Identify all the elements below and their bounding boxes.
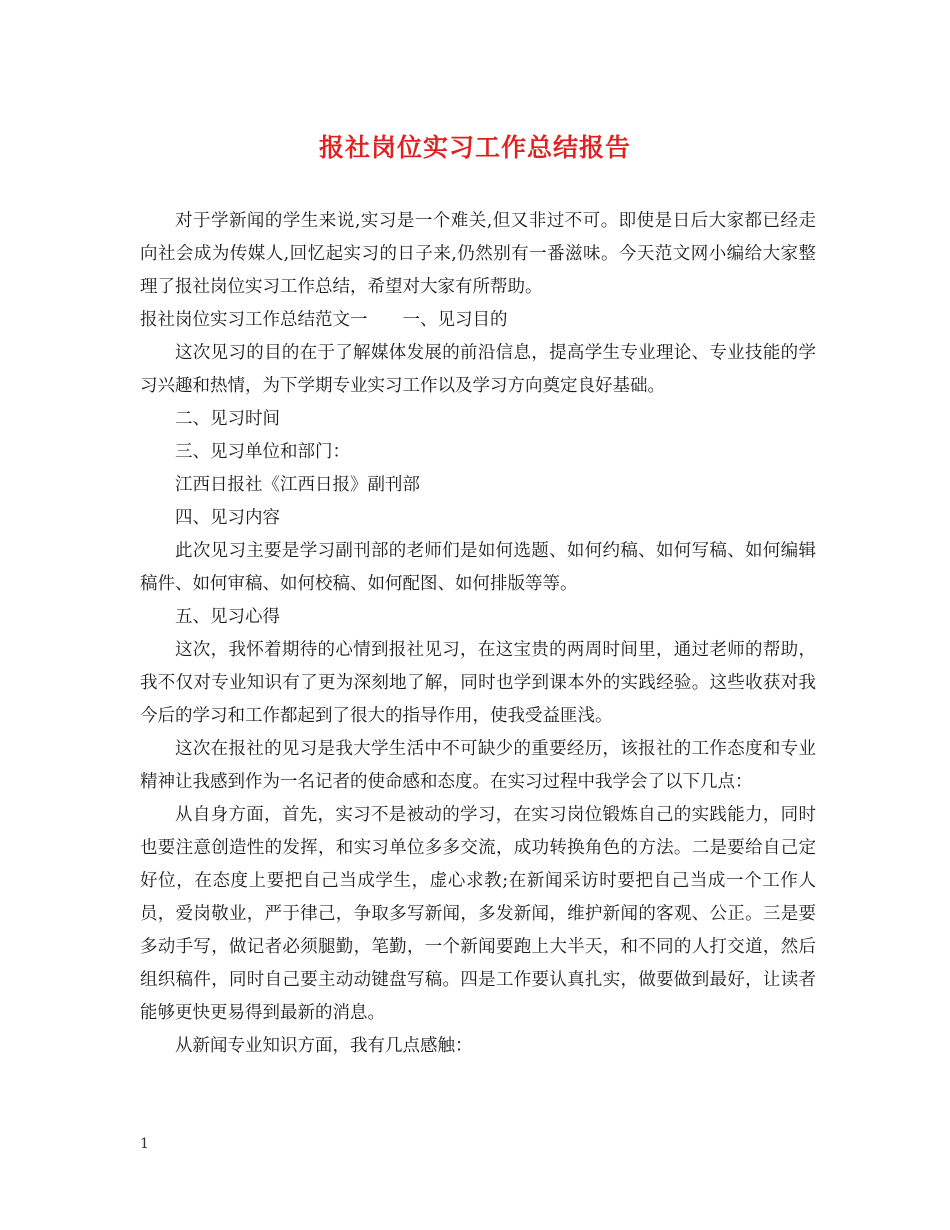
paragraph: 对于学新闻的学生来说,实习是一个难关,但又非过不可。即使是日后大家都已经走向社会成为传媒人,回忆起实习的日子来,仍然别有一番滋味。今天范文网小编给大家整理了报社岗位实习工作总结，希望对大家有所帮助。 bbox=[140, 211, 816, 297]
paragraph: 五、见习心得 bbox=[175, 607, 280, 627]
paragraph: 报社岗位实习工作总结范文一 一、见习目的 bbox=[140, 310, 508, 330]
paragraph: 二、见习时间 bbox=[175, 409, 280, 429]
paragraph: 四、见习内容 bbox=[175, 508, 280, 528]
paragraph: 江西日报社《江西日报》副刊部 bbox=[175, 475, 420, 495]
page-number: 1 bbox=[140, 1136, 149, 1152]
paragraph: 三、见习单位和部门： bbox=[175, 442, 350, 462]
paragraph: 此次见习主要是学习副刊部的老师们是如何选题、如何约稿、如何写稿、如何编辑稿件、如何审稿、如何校稿、如何配图、如何排版等等。 bbox=[140, 541, 816, 594]
paragraph: 从自身方面，首先，实习不是被动的学习，在实习岗位锻炼自己的实践能力，同时也要注意创造性的发挥，和实习单位多多交流，成功转换角色的方法。二是要给自己定好位，在态度上要把自己当成学生，虚心求教;在新闻采访时要把自己当成一个工作人员，爱岗敬业，严于律己，争取多写新闻，多发新闻，维护新闻的客观、公正。三是要多动手写，做记者必须腿勤，笔勤，一个新闻要跑上大半天，和不同的人打交道，然后组织稿件，同时自己要主动动键盘写稿。四是工作要认真扎实，做要做到最好，让读者能够更快更易得到最新的消息。 bbox=[140, 805, 816, 1023]
paragraph: 从新闻专业知识方面，我有几点感触： bbox=[175, 1036, 473, 1056]
document-body bbox=[140, 205, 816, 1063]
document-title: 报社岗位实习工作总结报告 bbox=[318, 133, 631, 162]
paragraph: 这次在报社的见习是我大学生活中不可缺少的重要经历，该报社的工作态度和专业精神让我感到作为一名记者的使命感和态度。在实习过程中我学会了以下几点： bbox=[140, 739, 816, 792]
paragraph: 这次，我怀着期待的心情到报社见习，在这宝贵的两周时间里，通过老师的帮助，我不仅对专业知识有了更为深刻地了解，同时也学到课本外的实践经验。这些收获对我今后的学习和工作都起到了很大的指导作用，使我受益匪浅。 bbox=[140, 640, 816, 726]
paragraph: 这次见习的目的在于了解媒体发展的前沿信息，提高学生专业理论、专业技能的学习兴趣和热情，为下学期专业实习工作以及学习方向奠定良好基础。 bbox=[140, 343, 816, 396]
